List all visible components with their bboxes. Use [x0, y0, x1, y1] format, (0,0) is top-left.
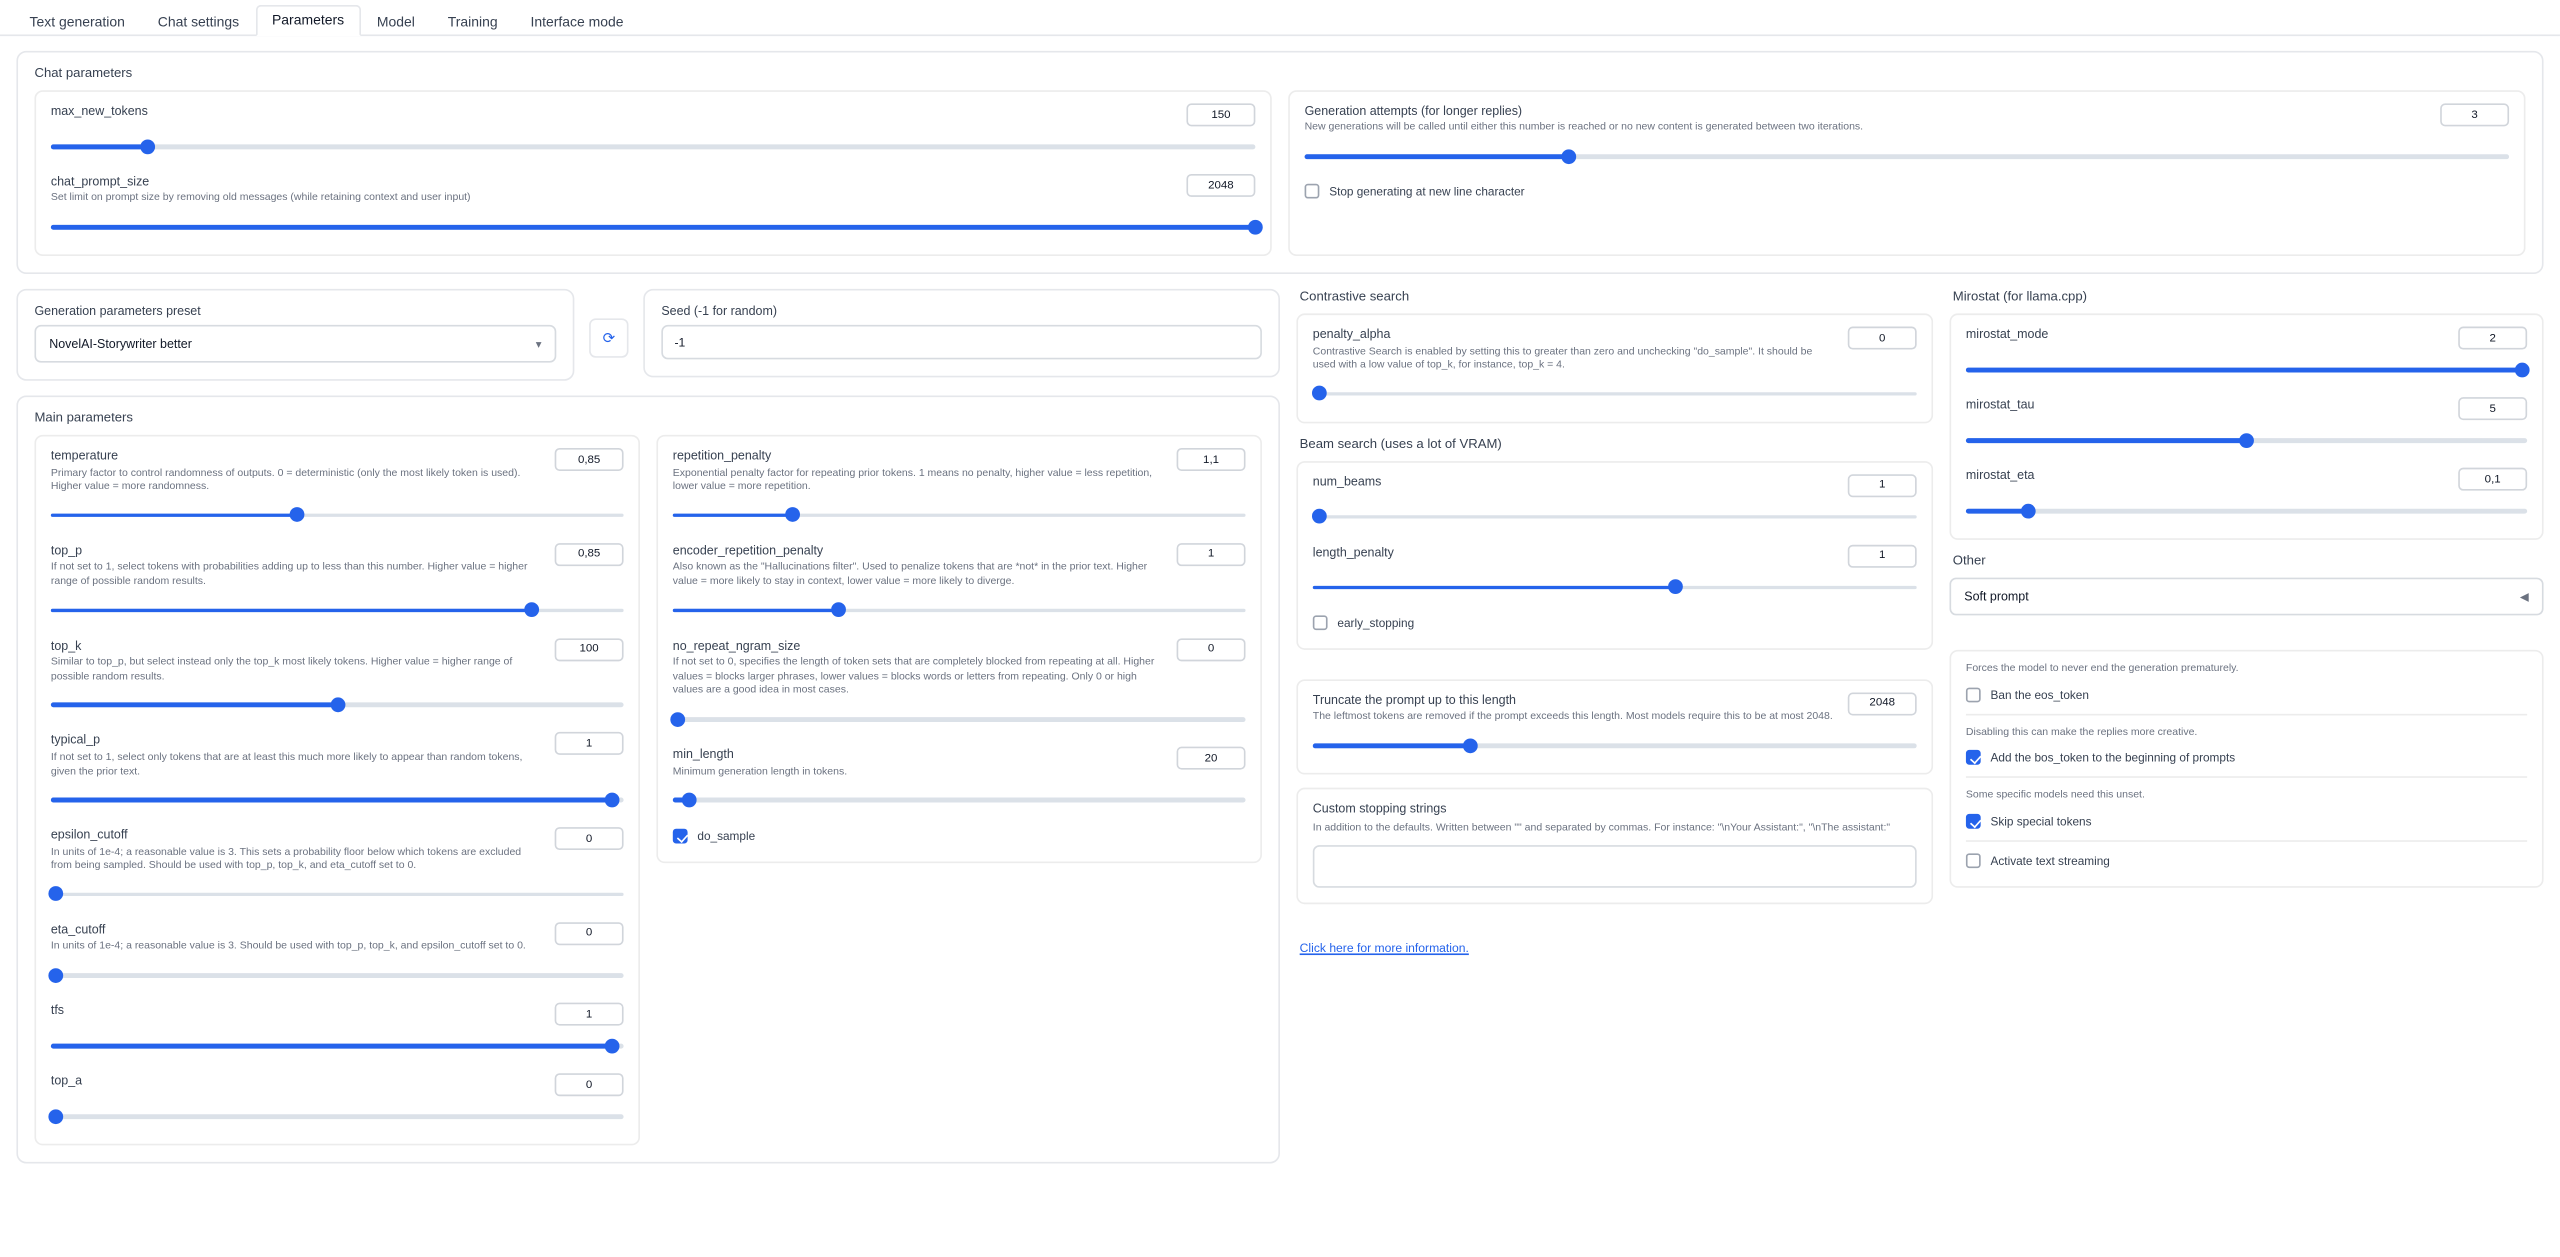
encoder-repetition-penalty-slider[interactable]	[673, 600, 1246, 620]
do-sample-label: do_sample	[697, 829, 756, 844]
chevron-left-icon: ◀	[2519, 591, 2529, 604]
epsilon-cutoff-value[interactable]: 0	[555, 827, 624, 850]
no-repeat-ngram-size-value[interactable]: 0	[1177, 638, 1246, 661]
stop-at-newline-row[interactable]	[1305, 184, 2509, 199]
slider-track	[1313, 515, 1917, 519]
top-a-value[interactable]: 0	[555, 1073, 624, 1096]
epsilon-cutoff-desc: In units of 1e-4; a reasonable value is 3. This sets a probability floor below which tokens are excluded from being sampled. Should be used with top_p, top_k, and eta_cutoff set to 0.	[50, 846, 522, 872]
contrastive-search-title: Contrastive search	[1299, 289, 1410, 304]
typical-p-desc: If not set to 1, select only tokens that are at least this much more likely to appear than random tokens, given the prior text.	[50, 751, 523, 778]
flags-group	[1950, 650, 2544, 888]
slider-thumb[interactable]	[290, 508, 305, 523]
preset-label: Generation parameters preset	[34, 303, 201, 319]
main-params-left-group	[34, 435, 640, 1145]
main-params-right-group	[656, 435, 1262, 863]
temperature-slider[interactable]	[51, 505, 624, 525]
chat-left-group	[34, 90, 1271, 256]
top-p-slider[interactable]	[51, 600, 624, 620]
slider-thumb[interactable]	[2239, 433, 2254, 448]
tfs-value[interactable]: 1	[555, 1003, 624, 1026]
add-bos-row[interactable]	[1966, 751, 2527, 766]
custom-stopping-label: Custom stopping strings	[1312, 800, 1447, 816]
tab-interface-mode[interactable]: Interface mode	[530, 12, 624, 29]
chat-right-group	[1288, 90, 2525, 256]
beam-search-group	[1296, 461, 1933, 650]
slider-thumb[interactable]	[1668, 580, 1683, 595]
slider-fill	[51, 513, 297, 517]
field-temperature	[51, 448, 624, 525]
slider-thumb[interactable]	[1562, 149, 1577, 164]
slider-thumb[interactable]	[786, 508, 801, 523]
soft-prompt-label: Soft prompt	[1964, 589, 2029, 605]
slider-track	[1313, 392, 1917, 396]
typical-p-value[interactable]: 1	[555, 733, 624, 756]
tab-model[interactable]: Model	[376, 12, 415, 29]
field-mirostat-eta	[1966, 468, 2527, 521]
repetition-penalty-slider[interactable]	[673, 505, 1246, 525]
typical-p-slider[interactable]	[51, 790, 624, 810]
slider-fill	[1966, 368, 2522, 372]
seed-input[interactable]: -1	[661, 325, 1262, 359]
slider-thumb[interactable]	[2020, 503, 2035, 518]
eta-cutoff-value[interactable]: 0	[555, 922, 624, 945]
top-a-slider[interactable]	[51, 1106, 624, 1126]
length-penalty-slider[interactable]	[1313, 577, 1917, 597]
field-max-new-tokens	[51, 103, 1255, 156]
skip-special-row[interactable]	[1966, 814, 2527, 829]
top-p-label: top_p	[50, 542, 83, 558]
truncate-desc: The leftmost tokens are removed if the prompt exceeds this length. Most models require this to be at most 2048.	[1312, 711, 1833, 723]
add-bos-checkbox[interactable]	[1966, 751, 1981, 766]
custom-stopping-group	[1296, 788, 1933, 904]
top-k-value[interactable]: 100	[555, 638, 624, 661]
field-no-repeat-ngram-size	[673, 638, 1246, 729]
penalty-alpha-slider[interactable]	[1313, 384, 1917, 404]
mirostat-mode-label: mirostat_mode	[1965, 326, 2049, 342]
slider-fill	[1966, 509, 2028, 513]
length-penalty-label: length_penalty	[1312, 544, 1394, 560]
max-new-tokens-value[interactable]: 150	[1186, 103, 1255, 126]
typical-p-label: typical_p	[50, 732, 101, 748]
slider-fill	[673, 513, 793, 517]
generation-attempts-value[interactable]: 3	[2440, 103, 2509, 126]
no-repeat-ngram-size-label: no_repeat_ngram_size	[672, 637, 801, 653]
field-encoder-repetition-penalty	[673, 543, 1246, 620]
slider-track	[673, 798, 1246, 802]
slider-thumb[interactable]	[2514, 362, 2529, 377]
tfs-label: tfs	[50, 1002, 65, 1018]
length-penalty-value[interactable]: 1	[1848, 545, 1917, 568]
soft-prompt-accordion[interactable]	[1950, 578, 2544, 616]
slider-thumb[interactable]	[671, 711, 686, 726]
top-k-slider[interactable]	[51, 695, 624, 715]
chat-parameters-panel	[16, 51, 2543, 274]
no-repeat-ngram-size-slider[interactable]	[673, 709, 1246, 729]
slider-fill	[1313, 743, 1470, 747]
custom-stopping-desc: In addition to the defaults. Written between "" and separated by commas. For instance: "\nYour Assistant:", "\nThe assistant:"	[1312, 822, 1891, 834]
field-generation-attempts	[1305, 103, 2509, 166]
eta-cutoff-label: eta_cutoff	[50, 922, 106, 937]
slider-thumb[interactable]	[605, 1038, 620, 1053]
seed-label: Seed (-1 for random)	[661, 303, 777, 319]
stop-at-newline-checkbox[interactable]	[1305, 184, 1320, 199]
repetition-penalty-desc: Exponential penalty factor for repeating prior tokens. 1 means no penalty, higher value = less repetition, lower value = more repetition.	[672, 467, 1153, 493]
field-chat-prompt-size	[51, 174, 1255, 237]
other-title: Other	[1952, 553, 1986, 568]
tab-training[interactable]: Training	[447, 12, 498, 29]
field-typical-p	[51, 733, 624, 810]
mirostat-tau-label: mirostat_tau	[1965, 397, 2035, 413]
epsilon-cutoff-slider[interactable]	[51, 884, 624, 904]
field-repetition-penalty	[673, 448, 1246, 525]
preset-select[interactable]	[34, 325, 556, 363]
slider-thumb[interactable]	[1311, 509, 1326, 524]
mirostat-group	[1950, 314, 2544, 540]
field-mirostat-mode	[1966, 327, 2527, 380]
divider	[1966, 713, 2527, 715]
main-parameters-title: Main parameters	[34, 410, 133, 426]
slider-thumb[interactable]	[831, 603, 846, 618]
slider-track	[51, 973, 624, 977]
divider	[1966, 777, 2527, 779]
slider-fill	[51, 608, 532, 612]
slider-thumb[interactable]	[1462, 738, 1477, 753]
penalty-alpha-desc: Contrastive Search is enabled by setting this to greater than zero and unchecking "do_sample". It should be used with a low value of top_k, for instance, top_k = 4.	[1312, 345, 1813, 372]
top-p-desc: If not set to 1, select tokens with probabilities adding up to less than this number. Higher value = higher range of possible random results.	[50, 561, 528, 588]
slider-thumb[interactable]	[1311, 386, 1326, 401]
max-new-tokens-label: max_new_tokens	[50, 103, 148, 119]
min-length-slider[interactable]	[673, 790, 1246, 810]
slider-fill	[673, 608, 839, 612]
field-top-p	[51, 543, 624, 620]
encoder-repetition-penalty-desc: Also known as the "Hallucinations filter". Used to penalize tokens that are *not* in the prior text. Higher value = more likely to stay in context, lower value = more likely to diverge.	[672, 561, 1148, 588]
slider-thumb[interactable]	[140, 139, 155, 154]
mirostat-mode-slider[interactable]	[1966, 360, 2527, 380]
chat-prompt-size-desc: Set limit on prompt size by removing old messages (while retaining context and user input)	[50, 192, 471, 205]
generation-attempts-desc: New generations will be called until either this number is reached or no new content is generated between two iterations.	[1304, 122, 1864, 134]
penalty-alpha-label: penalty_alpha	[1312, 326, 1391, 342]
ban-eos-row[interactable]	[1966, 687, 2527, 702]
more-information-link[interactable]: Click here for more information.	[1299, 939, 1469, 955]
skip-special-checkbox[interactable]	[1966, 814, 1981, 829]
slider-track	[51, 893, 624, 897]
min-length-label: min_length	[672, 746, 734, 762]
contrastive-search-group	[1296, 314, 1933, 424]
encoder-repetition-penalty-value[interactable]: 1	[1177, 543, 1246, 566]
stop-at-newline-label: Stop generating at new line character	[1329, 183, 1525, 199]
field-num-beams	[1313, 474, 1917, 527]
repetition-penalty-value[interactable]: 1,1	[1177, 448, 1246, 471]
penalty-alpha-value[interactable]: 0	[1848, 327, 1917, 350]
preset-panel	[16, 289, 574, 381]
preset-value: NovelAI-Storywriter better	[49, 336, 192, 352]
slider-fill	[51, 703, 337, 707]
field-eta-cutoff	[51, 922, 624, 985]
slider-track	[1966, 509, 2527, 513]
top-p-value[interactable]: 0,85	[555, 543, 624, 566]
mirostat-eta-label: mirostat_eta	[1965, 467, 2035, 483]
chat-prompt-size-slider[interactable]	[51, 217, 1255, 237]
field-mirostat-tau	[1966, 397, 2527, 450]
add-bos-desc: Disabling this can make the replies more creative.	[1965, 726, 2198, 739]
slider-thumb[interactable]	[525, 603, 540, 618]
mirostat-eta-value[interactable]: 0,1	[2458, 468, 2527, 491]
field-penalty-alpha	[1313, 327, 1917, 404]
slider-fill	[1305, 154, 1570, 158]
truncate-value[interactable]: 2048	[1848, 692, 1917, 715]
field-tfs	[51, 1003, 624, 1056]
slider-thumb[interactable]	[49, 967, 64, 982]
generation-attempts-slider[interactable]	[1305, 146, 2509, 166]
mirostat-title: Mirostat (for llama.cpp)	[1952, 289, 2088, 304]
temperature-label: temperature	[50, 448, 119, 463]
mirostat-tau-value[interactable]: 5	[2458, 397, 2527, 420]
tab-chat-settings[interactable]: Chat settings	[157, 12, 240, 29]
slider-fill	[51, 798, 612, 802]
temperature-value[interactable]: 0,85	[555, 448, 624, 471]
slider-track	[673, 717, 1246, 721]
eta-cutoff-desc: In units of 1e-4; a reasonable value is 3. Should be used with top_p, top_k, and epsilon_cutoff set to 0.	[50, 941, 526, 953]
refresh-icon-button[interactable]	[589, 319, 628, 358]
skip-special-desc: Some specific models need this unset.	[1965, 789, 2145, 802]
custom-stopping-textarea[interactable]	[1313, 845, 1917, 888]
min-length-value[interactable]: 20	[1177, 747, 1246, 770]
slider-fill	[51, 144, 147, 148]
do-sample-checkbox[interactable]	[673, 829, 688, 844]
skip-special-label: Skip special tokens	[1990, 814, 2092, 829]
field-top-a	[51, 1073, 624, 1126]
slider-thumb[interactable]	[49, 887, 64, 902]
chat-parameters-title: Chat parameters	[34, 65, 133, 81]
tab-parameters[interactable]: Parameters	[256, 4, 361, 36]
field-top-k	[51, 638, 624, 715]
slider-fill	[1313, 586, 1675, 590]
text-streaming-checkbox[interactable]	[1966, 853, 1981, 868]
divider	[1966, 840, 2527, 842]
slider-thumb[interactable]	[1248, 219, 1263, 234]
seed-panel	[643, 289, 1280, 378]
field-epsilon-cutoff	[51, 827, 624, 904]
field-min-length	[673, 747, 1246, 810]
truncate-slider[interactable]	[1313, 735, 1917, 755]
tfs-slider[interactable]	[51, 1036, 624, 1056]
min-length-desc: Minimum generation length in tokens.	[672, 765, 848, 778]
slider-thumb[interactable]	[49, 1109, 64, 1124]
main-parameters-panel	[16, 396, 1280, 1164]
num-beams-slider[interactable]	[1313, 507, 1917, 527]
truncate-group	[1296, 679, 1933, 774]
ban-eos-label: Ban the eos_token	[1990, 687, 2089, 702]
chat-prompt-size-value[interactable]: 2048	[1186, 174, 1255, 197]
add-bos-label: Add the bos_token to the beginning of prompts	[1990, 750, 2236, 766]
encoder-repetition-penalty-label: encoder_repetition_penalty	[672, 542, 824, 558]
slider-fill	[51, 225, 1255, 229]
tab-text-generation[interactable]: Text generation	[29, 12, 125, 29]
chevron-down-icon: ▾	[535, 339, 542, 351]
early-stopping-checkbox[interactable]	[1313, 615, 1328, 630]
early-stopping-row[interactable]	[1313, 615, 1917, 630]
slider-thumb[interactable]	[683, 792, 698, 807]
truncate-label: Truncate the prompt up to this length	[1312, 692, 1517, 708]
slider-thumb[interactable]	[605, 792, 620, 807]
field-length-penalty	[1313, 545, 1917, 598]
text-streaming-label: Activate text streaming	[1990, 853, 2110, 869]
ban-eos-checkbox[interactable]	[1966, 687, 1981, 702]
epsilon-cutoff-label: epsilon_cutoff	[50, 827, 128, 843]
main-tabbar	[0, 0, 2560, 36]
beam-search-title: Beam search (uses a lot of VRAM)	[1299, 436, 1502, 452]
num-beams-label: num_beams	[1312, 474, 1382, 489]
temperature-desc: Primary factor to control randomness of outputs. 0 = deterministic (only the most likely token is used). Higher value = more randomness.	[50, 467, 521, 493]
mirostat-eta-slider[interactable]	[1966, 501, 2527, 521]
mirostat-mode-value[interactable]: 2	[2458, 327, 2527, 350]
mirostat-tau-slider[interactable]	[1966, 430, 2527, 450]
eta-cutoff-slider[interactable]	[51, 965, 624, 985]
early-stopping-label: early_stopping	[1337, 615, 1415, 630]
chat-prompt-size-label: chat_prompt_size	[50, 173, 150, 189]
refresh-icon: ⟳	[602, 329, 615, 346]
text-streaming-row[interactable]	[1966, 853, 2527, 868]
generation-attempts-label: Generation attempts (for longer replies)	[1304, 103, 1523, 119]
slider-track	[51, 1114, 624, 1118]
slider-track	[51, 144, 1255, 148]
field-truncate-length	[1313, 692, 1917, 755]
ban-eos-desc: Forces the model to never end the generation prematurely.	[1965, 663, 2239, 675]
max-new-tokens-slider[interactable]	[51, 136, 1255, 156]
slider-fill	[51, 1044, 612, 1048]
repetition-penalty-label: repetition_penalty	[672, 448, 772, 463]
top-k-label: top_k	[50, 637, 82, 653]
do-sample-row[interactable]	[673, 829, 1246, 844]
slider-fill	[1966, 438, 2247, 442]
no-repeat-ngram-size-desc: If not set to 0, specifies the length of token sets that are completely blocked from repeating at all. Higher values = blocks larger phrases, lower values = blocks words or letters from repeating. Only 0 or high values are a good idea in most cases.	[672, 656, 1155, 697]
top-k-desc: Similar to top_p, but select instead only the top_k most likely tokens. Higher value = higher range of possible random results.	[50, 656, 513, 683]
slider-thumb[interactable]	[330, 697, 345, 712]
top-a-label: top_a	[50, 1073, 83, 1089]
num-beams-value[interactable]: 1	[1848, 474, 1917, 497]
